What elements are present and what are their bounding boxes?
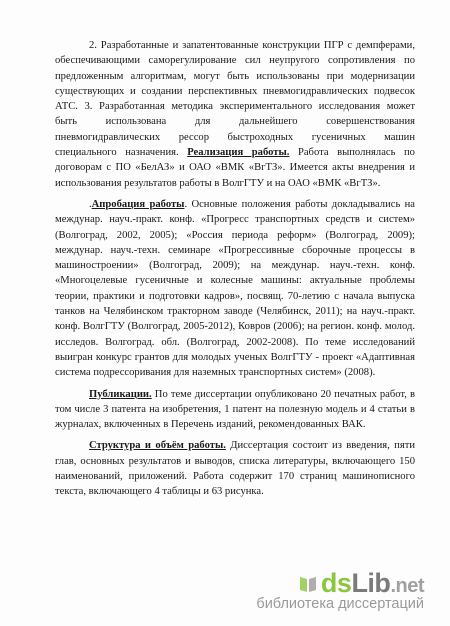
conclusions-text: 2. Разработанные и запатентованные конструкции ПГР с демпферами, обеспечивающими саморегулирование сил неупругого сопротивления по предложенным алгоритмам, могут быть использованы при модернизации существующих и создании перспективных пневмогидравлических подвесок АТС. 3. Разработанная методика экспериментального исследования может быть использована для дальнейшего совершенствования пневмогидравлических рессор быстроходных гусеничных машин специального назначения. bbox=[55, 40, 415, 159]
paragraph-publications bbox=[55, 387, 415, 433]
structure-heading: Структура и объём работы. bbox=[89, 440, 226, 452]
watermark-caption: библиотека диссертаций bbox=[256, 596, 424, 612]
paragraph-conclusions bbox=[55, 38, 415, 191]
document-body bbox=[55, 38, 415, 500]
paragraph-structure bbox=[55, 438, 415, 499]
approbation-heading: Апробация работы bbox=[91, 198, 185, 210]
publications-text: По теме диссертации опубликовано 20 печатных работ, в том числе 3 патента на изобретения, 1 патент на полезную модель и 4 статьи в журналах, включенных в Перечень изданий, рекомендованных ВАК. bbox=[55, 388, 415, 431]
dslib-watermark bbox=[256, 568, 424, 612]
book-icon bbox=[297, 573, 319, 595]
watermark-logo-text: dsLib.net bbox=[320, 568, 424, 598]
publications-heading: Публикации. bbox=[89, 388, 152, 400]
approbation-text: . Основные положения работы докладывались на междунар. науч.-практ. конф. «Прогресс транспортных средств и систем» (Волгоград, 2002, 2005); «Россия периода реформ» (Волгоград, 2009); междунар. науч.-техн. семинаре «Прогрессивные сборочные процессы в машиностроении» (Волгоград, 2009); на междунар. науч.-техн. конф. «Многоцелевые гусеничные и колесные машины: актуальные проблемы теории, практики и подготовки кадров», посвящ. 70-летию с начала выпуска танков на Челябинском тракторном заводе (Челябинск, 2011); на науч.-практ. конф. ВолгГТУ (Волгоград, 2005-2012), Ковров (2006); на регион. конф. молод. исследов. Волгоград. обл. (Волгоград, 2002-2008). По теме исследований выигран конкурс грантов для молодых ученых ВолгГТУ - проект «Адаптивная система подрессоривания для наземных транспортных систем» (2008). bbox=[55, 198, 415, 379]
realization-heading: Реализация работы. bbox=[187, 147, 290, 159]
realization-text: Работа выполнялась по договорам с ПО «БелАЗ» и ОАО «ВМК «ВгТЗ». Имеется акты внедрения и использования результатов работы в ВолгГТУ и на ОАО «ВМК «ВгТЗ». bbox=[55, 147, 415, 189]
structure-text: Диссертация состоит из введения, пяти глав, основных результатов и выводов, списка литературы, включающего 150 наименований, приложений. Работа содержит 170 страниц машинописного текста, включающего 4 таблицы и 63 рисунка. bbox=[55, 440, 415, 498]
approbation-prefix: . bbox=[89, 198, 92, 210]
paragraph-approbation bbox=[55, 197, 415, 381]
watermark-logo bbox=[256, 568, 424, 599]
